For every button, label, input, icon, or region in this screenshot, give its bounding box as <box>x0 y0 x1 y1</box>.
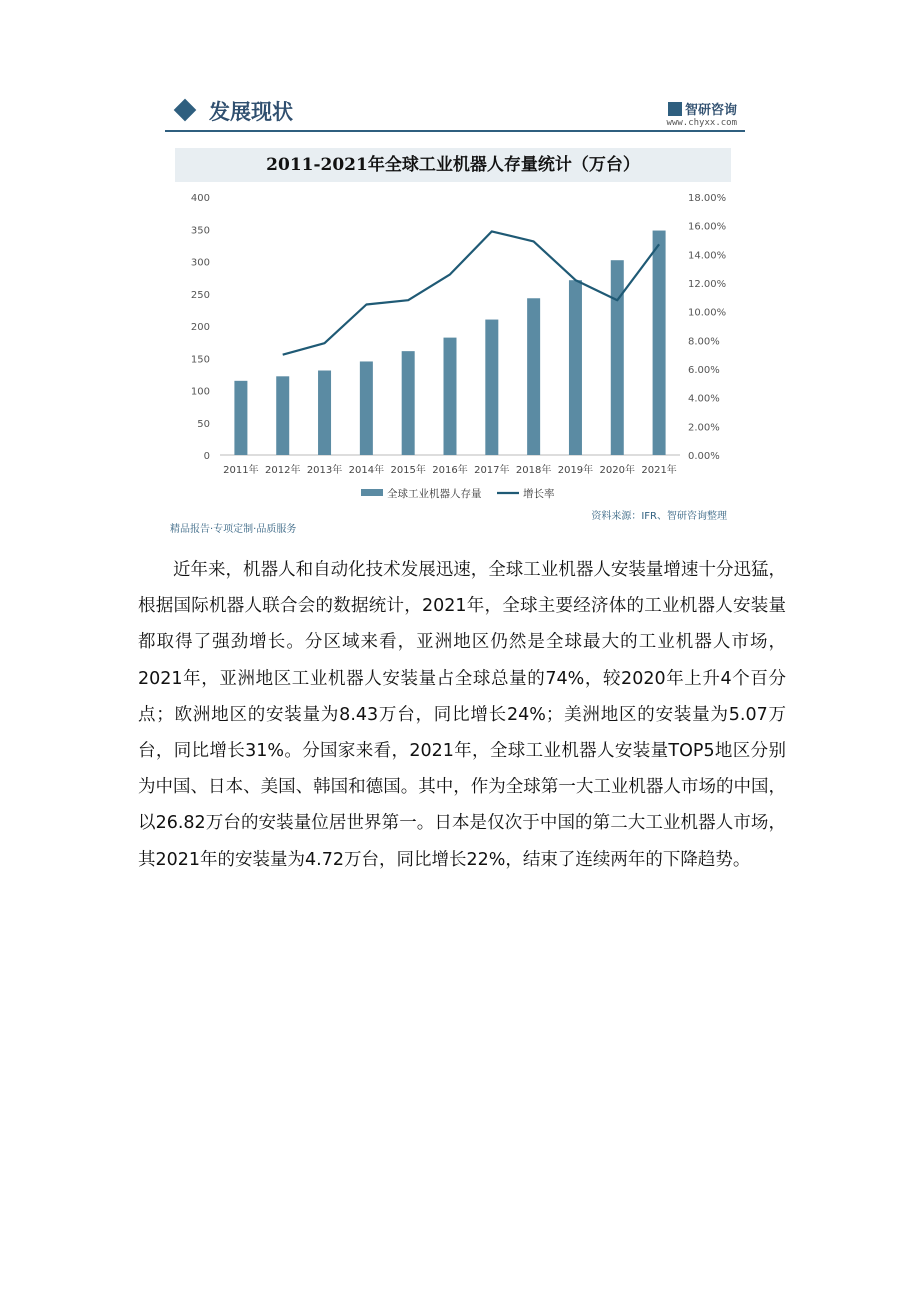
diamond-icon <box>174 99 197 122</box>
x-tick-label: 2019年 <box>557 465 594 476</box>
x-tick-label: 2015年 <box>390 465 426 476</box>
bar <box>402 351 415 455</box>
section-title: 发展现状 <box>209 99 293 124</box>
y-tick-label: 100 <box>190 386 210 398</box>
bar <box>527 298 540 455</box>
y-tick-label: 400 <box>190 193 210 204</box>
y2-tick-label: 4.00% <box>688 393 720 405</box>
brand-url: www.chyxx.com <box>666 118 737 128</box>
y2-tick-label: 0.00% <box>688 451 720 462</box>
chart-figure <box>165 92 745 537</box>
bar <box>276 376 289 455</box>
y2-tick-label: 6.00% <box>688 365 720 376</box>
bar <box>234 381 247 455</box>
y2-tick-label: 10.00% <box>688 307 727 319</box>
x-tick-label: 2017年 <box>474 465 510 476</box>
bar <box>360 361 373 455</box>
y-tick-label: 300 <box>190 257 210 269</box>
x-tick-label: 2021年 <box>641 465 677 476</box>
bar <box>444 338 457 455</box>
legend-line-label: 增长率 <box>523 488 555 500</box>
y-tick-label: 50 <box>197 418 210 430</box>
slogan: 精品报告·专项定制·品质服务 <box>170 524 297 535</box>
chart-title-bar <box>175 148 731 182</box>
legend-bar-label: 全球工业机器人存量 <box>387 488 482 500</box>
y-tick-label: 150 <box>190 354 210 366</box>
figure-header <box>165 92 745 132</box>
x-tick-label: 2020年 <box>599 465 635 476</box>
y2-tick-label: 18.00% <box>688 193 727 204</box>
bar <box>485 320 498 455</box>
y2-tick-label: 16.00% <box>688 221 727 233</box>
source-note: 资料来源：IFR、智研咨询整理 <box>591 511 727 522</box>
y2-tick-label: 2.00% <box>688 422 720 434</box>
y-tick-label: 250 <box>190 289 210 301</box>
legend-bar-swatch <box>361 489 383 496</box>
x-tick-label: 2018年 <box>515 465 552 476</box>
x-tick-label: 2016年 <box>432 465 468 476</box>
bar <box>569 280 582 455</box>
growth-rate-line <box>283 231 659 354</box>
brand-name: 智研咨询 <box>684 103 737 118</box>
y-tick-label: 200 <box>190 322 210 333</box>
y2-tick-label: 12.00% <box>688 279 727 290</box>
y-tick-label: 0 <box>203 451 210 462</box>
bar <box>318 371 331 455</box>
y2-tick-label: 8.00% <box>688 336 720 348</box>
y-tick-label: 350 <box>190 225 210 237</box>
chart-svg <box>165 182 745 502</box>
x-tick-label: 2013年 <box>306 465 343 476</box>
y2-tick-label: 14.00% <box>688 250 727 262</box>
x-tick-label: 2011年 <box>223 465 259 476</box>
x-tick-label: 2014年 <box>348 465 385 476</box>
brand-logo <box>667 98 737 128</box>
x-tick-label: 2012年 <box>265 465 301 476</box>
brand-icon <box>668 102 682 116</box>
bar <box>653 231 666 455</box>
bar <box>611 260 624 455</box>
body-paragraph: 近年来，机器人和自动化技术发展迅速，全球工业机器人安装量增速十分迅猛，根据国际机器人联合会的数据统计，2021年，全球主要经济体的工业机器人安装量都取得了强劲增长。分区域来看，亚洲地区仍然是全球最大的工业机器人市场，2021年，亚洲地区工业机器人安装量占全球总量的74%，较2020年上升4个百分点；欧洲地区的安装量为8.43万台，同比增长24%；美洲地区的安装量为5.07万台，同比增长31%。分国家来看，2021年，全球工业机器人安装量TOP5地区分别为中国、日本、美国、韩国和德国。其中，作为全球第一大工业机器人市场的中国，以26.82万台的安装量位居世界第一。日本是仅次于中国的第二大工业机器人市场，其2021年的安装量为4.72万台，同比增长22%，结束了连续两年的下降趋势。 <box>138 560 786 870</box>
chart-title: 2011-2021年全球工业机器人存量统计（万台） <box>266 155 640 175</box>
